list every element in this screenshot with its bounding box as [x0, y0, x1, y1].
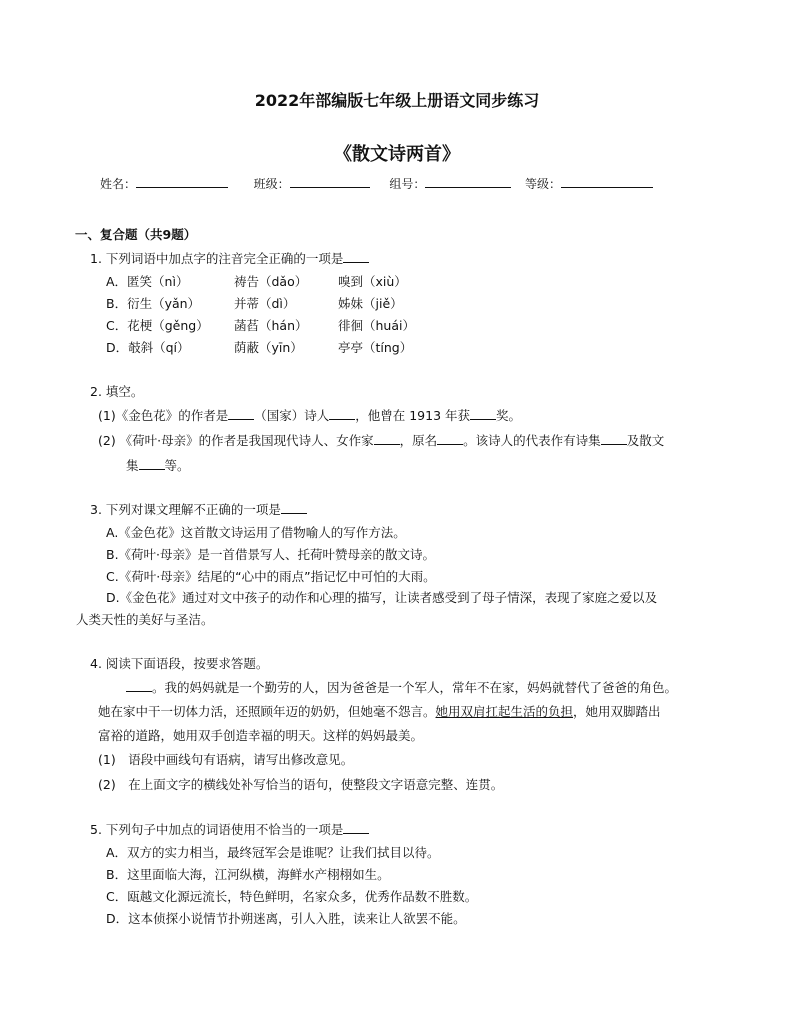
q4-sub1: (1) 语段中画线句有语病，请写出修改意见。	[98, 752, 354, 767]
student-info	[100, 175, 653, 192]
q2-blank-realname[interactable]	[437, 432, 463, 445]
q1-stem: 1. 下列词语中加点字的注音完全正确的一项是	[90, 249, 369, 267]
class-blank[interactable]	[290, 175, 370, 188]
q4-sub2: (2) 在上面文字的横线处补写恰当的语句，使整段文字语意完整、连贯。	[98, 777, 504, 792]
section-heading: 一、复合题（共9题）	[75, 227, 197, 242]
q3-option-b: B.《荷叶·母亲》是一首借景写人、托荷叶赞母亲的散文诗。	[106, 547, 436, 562]
q4-stem: 4. 阅读下面语段，按要求答题。	[90, 656, 269, 671]
page-title: 2022年部编版七年级上册语文同步练习	[254, 91, 540, 110]
grade-blank[interactable]	[561, 175, 653, 188]
class-label: 班级：	[253, 177, 290, 191]
q2-stem: 2. 填空。	[90, 384, 144, 399]
group-label: 组号：	[389, 177, 426, 191]
q1-option-a: A．匿笑（nì） 祷告（dǎo） 嗅到（xiù）	[106, 274, 407, 289]
q2-blank-poet[interactable]	[329, 407, 355, 420]
q3-option-a: A.《金色花》这首散文诗运用了借物喻人的写作方法。	[106, 525, 406, 540]
q5-option-a: A．双方的实力相当，最终冠军会是谁呢？让我们拭目以待。	[106, 845, 440, 860]
q3-stem: 3. 下列对课文理解不正确的一项是	[90, 500, 307, 518]
q2-blank-writer[interactable]	[374, 432, 400, 445]
q3-answer-blank[interactable]	[281, 501, 307, 514]
q5-answer-blank[interactable]	[343, 821, 369, 834]
q1-option-c: C．花梗（gěng） 菡萏（hán） 徘徊（huái）	[106, 318, 415, 333]
q2-part1: (1)《金色花》的作者是 （国家）诗人 ，他曾在 1913 年获 奖。	[98, 408, 522, 423]
name-label: 姓名：	[100, 177, 137, 191]
q3-option-c: C.《荷叶·母亲》结尾的“心中的雨点”指记忆中可怕的大雨。	[106, 569, 436, 584]
q1-answer-blank[interactable]	[343, 250, 369, 263]
q3-option-d: D.《金色花》通过对文中孩子的动作和心理的描写，让读者感受到了母子情深，表现了家庭之爱以及	[106, 590, 658, 605]
q4-passage-line1: 。我的妈妈就是一个勤劳的人，因为爸爸是一个军人，常年不在家，妈妈就替代了爸爸的角色。	[126, 678, 677, 696]
q5-option-c: C．瓯越文化源远流长，特色鲜明，名家众多，优秀作品数不胜数。	[106, 889, 478, 904]
q2-part2: (2) 《荷叶·母亲》的作者是我国现代诗人、女作家 ，原名 。该诗人的代表作有诗集 及散文	[98, 433, 665, 448]
q2-blank-author[interactable]	[228, 407, 254, 420]
q5-stem: 5. 下列句子中加点的词语使用不恰当的一项是	[90, 820, 369, 838]
page-subtitle: 《散文诗两首》	[334, 144, 460, 165]
q3-option-d-cont: 人类天性的美好与圣洁。	[76, 612, 214, 627]
q2-blank-poetry[interactable]	[601, 432, 627, 445]
grade-label: 等级：	[525, 177, 562, 191]
group-blank[interactable]	[425, 175, 511, 188]
q2-part2-cont: 集 等。	[126, 458, 190, 473]
q4-passage-blank[interactable]	[126, 679, 152, 692]
q4-passage-line3: 富裕的道路，她用双手创造幸福的明天。这样的妈妈最美。	[98, 728, 424, 743]
q1-option-d: D．攲斜（qí） 荫蔽（yīn） 亭亭（tíng）	[106, 340, 413, 355]
q2-blank-award[interactable]	[470, 407, 496, 420]
name-blank[interactable]	[136, 175, 228, 188]
q4-passage-line2: 她在家中干一切体力活，还照顾年迈的奶奶，但她毫不怨言。她用双肩扛起生活的负担，她用双脚踏出	[98, 704, 661, 719]
q5-option-b: B．这里面临大海，江河纵横，海鲜水产栩栩如生。	[106, 867, 390, 882]
q1-option-b: B．衍生（yǎn） 并蒂（dì） 姊妹（jiě）	[106, 296, 403, 311]
q4-underlined-sentence: 她用双肩扛起生活的负担	[435, 704, 574, 719]
q2-blank-prose[interactable]	[139, 457, 165, 470]
q5-option-d: D．这本侦探小说情节扑朔迷离，引人入胜，读来让人欲罢不能。	[106, 911, 466, 926]
